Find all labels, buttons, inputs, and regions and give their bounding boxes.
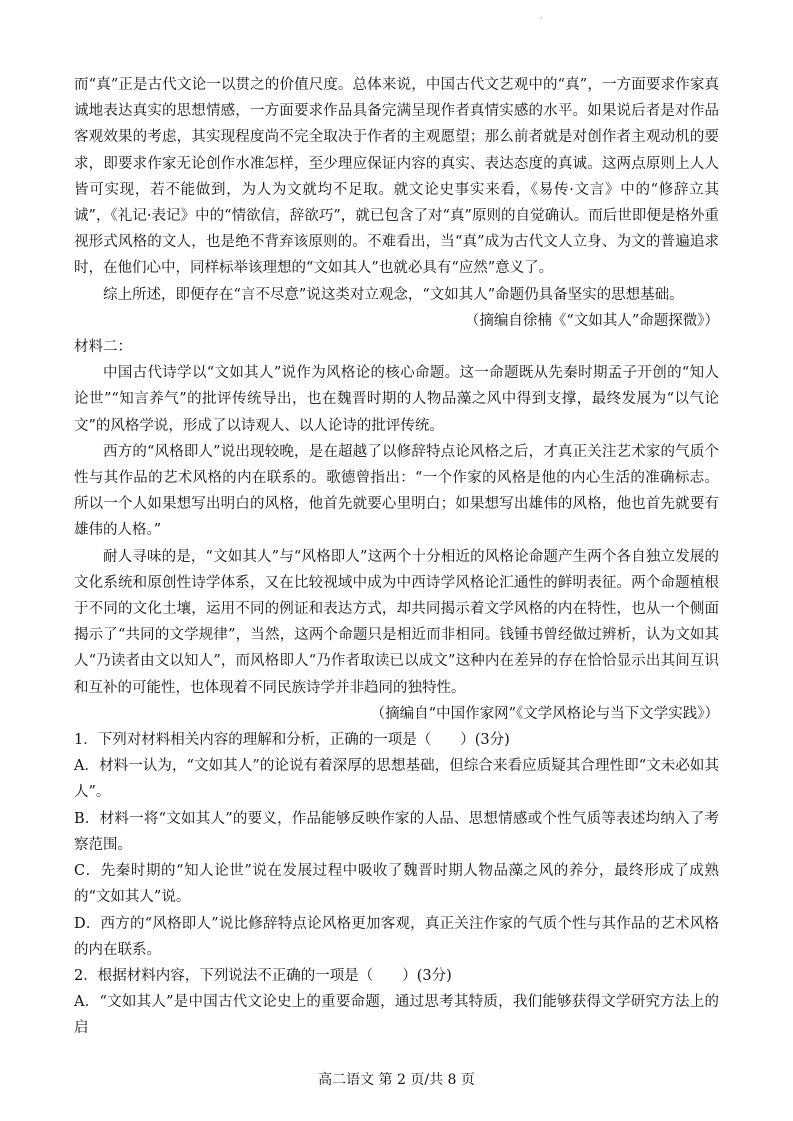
page-content [74, 72, 719, 1042]
paragraph-western-style: 西方的“风格即人”说出现较晚，是在超越了以修辞特点论风格之后，才真正关注艺术家的气质个性与其作品的艺术风格的内在联系的。歌德曾指出：“一个作家的风格是他的内心生活的准确标志。所以一个人如果想写出明白的风格，他首先就要心里明白；如果想写出雄伟的风格，他也首先就要有雄伟的人格。” [74, 443, 719, 539]
question-2-option-a: A．“文如其人”是中国古代文论史上的重要命题，通过思考其特质，我们能够获得文学研究方法上的启 [74, 994, 719, 1037]
paragraph-true-value: 而“真”正是古代文论一以贯之的价值尺度。总体来说，中国古代文艺观中的“真”，一方面要求作家真诚地表达真实的思想情感，一方面要求作品具备完满呈现作者真情实感的水平。如果说后者是对作品客观效果的考虑，其实现程度尚不完全取决于作者的主观愿望；那么前者就是对创作者主观动机的要求，即要求作家无论创作水准怎样，至少理应保证内容的真实、表达态度的真诚。这两点原则上人人皆可实现，若不能做到，为人为文就均不足取。就文论史事实来看，《易传·文言》中的“修辞立其诚”，《礼记·表记》中的“情欲信，辞欲巧”，就已包含了对“真”原则的自觉确认。而后世即便是格外重视形式风格的文人，也是绝不背弃该原则的。不难看出，当“真”成为古代文人立身、为文的普遍追求时，在他们心中，同样标举该理想的“文如其人”也就必具有“应然”意义了。 [74, 77, 719, 277]
page-footer: 高二语文 第 2 页/共 8 页 [318, 1072, 475, 1088]
question-2-stem: 2．根据材料内容，下列说法不正确的一项是（ ）(3分) [74, 967, 452, 984]
question-1-option-b: B．材料一将“文如其人”的要义，作品能够反映作家的人品、思想情感或个性气质等表述均纳入了考察范围。 [74, 810, 719, 853]
paragraph-chinese-poetics: 中国古代诗学以“文如其人”说作为风格论的核心命题。这一命题既从先秦时期孟子开创的“知人论世”“知言养气”的批评传统导出，也在魏晋时期的人物品藻之风中得到支撑，最终发展为“以气论文”的风格学说，形成了以诗观人、以人论诗的批评传统。 [74, 365, 719, 434]
question-1-option-c: C．先秦时期的“知人论世”说在发展过程中吸收了魏晋时期人物品藻之风的养分，最终形成了成熟的“文如其人”说。 [74, 863, 719, 906]
question-1-option-a: A．材料一认为，“文如其人”的论说有着深厚的思想基础，但综合来看应质疑其合理性即“文未必如其人”。 [74, 758, 719, 801]
source-citation-1: （摘编自徐楠《“文如其人”命题探微》） [464, 312, 719, 329]
paragraph-summary: 综上所述，即便存在“言不尽意”说这类对立观念，“文如其人”命题仍具备坚实的思想基础。 [103, 286, 684, 303]
header-mark: · [540, 14, 543, 23]
paragraph-comparison: 耐人寻味的是，“文如其人”与“风格即人”这两个十分相近的风格论命题产生两个各自独立发展的文化系统和原创性诗学体系，又在比较视域中成为中西诗学风格论汇通性的鲜明表征。两个命题植根于不同的文化土壤，运用不同的例证和表达方式，却共同揭示着文学风格的内在特性，也从一个侧面揭示了“共同的文学规律”，当然，这两个命题只是相近而非相同。钱锺书曾经做过辨析，认为文如其人“乃读者由文以知人”，而风格即人“乃作者取读已以成文”这种内在差异的存在恰恰显示出其间互识和互补的可能性，也体现着不同民族诗学并非趋同的独特性。 [74, 548, 719, 696]
question-1-option-d: D．西方的“风格即人”说比修辞特点论风格更加客观，真正关注作家的气质个性与其作品的艺术风格的内在联系。 [74, 915, 719, 958]
question-1-stem: 1．下列对材料相关内容的理解和分析，正确的一项是（ ）(3分) [74, 732, 510, 749]
source-citation-2: （摘编自“中国作家网”《文学风格论与当下文学实践》） [370, 705, 719, 722]
material-two-heading: 材料二： [74, 339, 132, 356]
